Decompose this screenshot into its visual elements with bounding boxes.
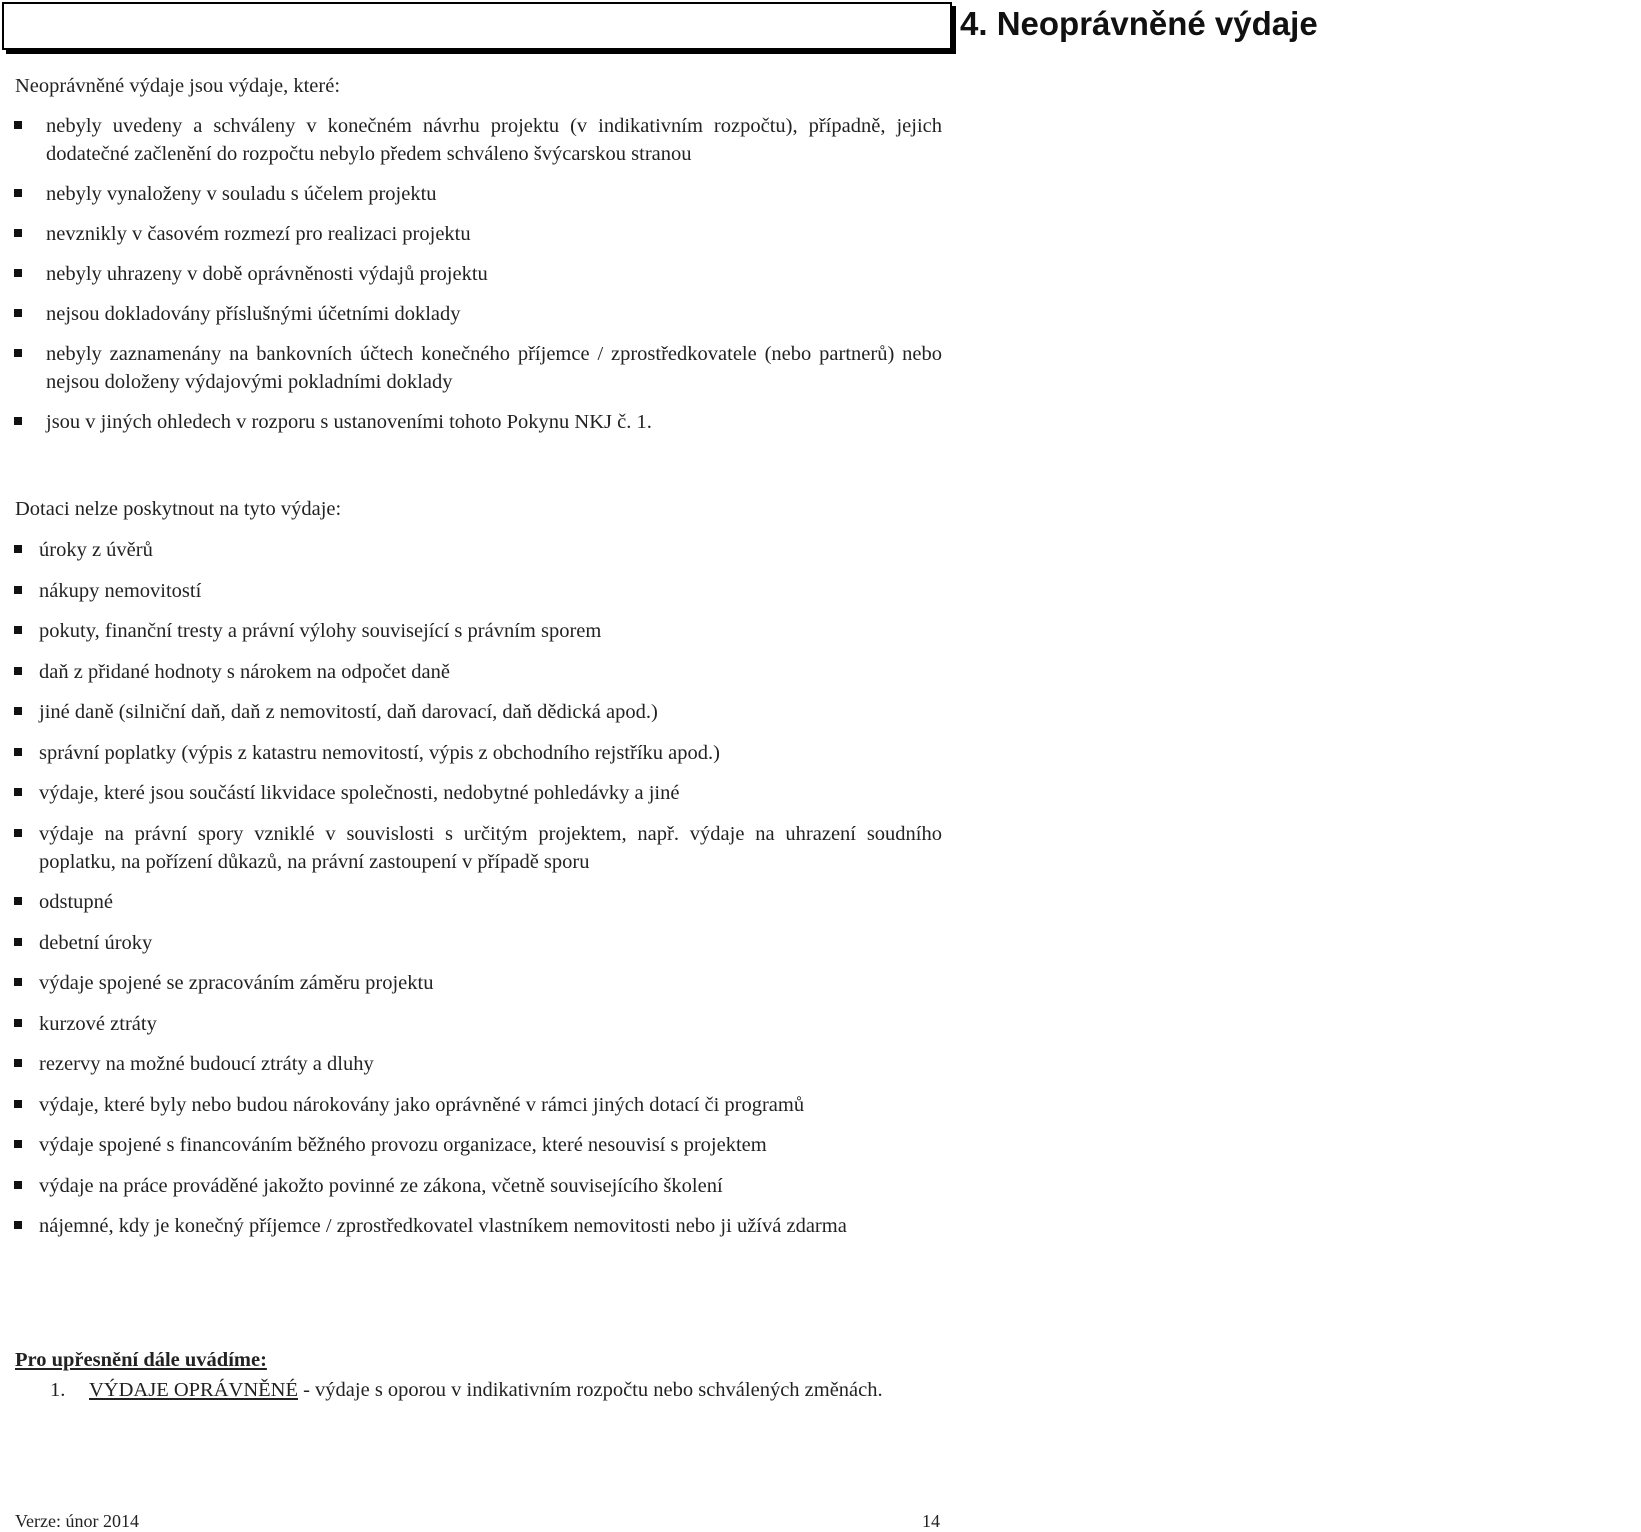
intro-text: Neoprávněné výdaje jsou výdaje, které: [15,75,341,97]
section-title-box [2,2,952,50]
footer-version: Verze: únor 2014 [15,1511,139,1531]
list-item: jsou v jiných ohledech v rozporu s ustanoveními tohoto Pokynu NKJ č. 1. [46,408,942,436]
list-item: výdaje, které jsou součástí likvidace společnosti, nedobytné pohledávky a jiné [39,779,942,807]
list-item: pokuty, finanční tresty a právní výlohy související s právním sporem [39,617,942,645]
ineligible-criteria-list [46,112,942,448]
list-item: daň z přidané hodnoty s nárokem na odpočet daně [39,658,942,686]
list-item: nevznikly v časovém rozmezí pro realizaci projektu [46,220,942,248]
list-item: nebyly zaznamenány na bankovních účtech konečného příjemce / zprostředkovatele (nebo partnerů) nebo nejsou doloženy výdajovými pokladními doklady [46,340,942,396]
list-item: debetní úroky [39,929,942,957]
item-number: 1. [50,1379,66,1401]
list-item: nebyly uvedeny a schváleny v konečném návrhu projektu (v indikativním rozpočtu), případně, jejich dodatečné začlenění do rozpočtu nebylo předem schváleno švýcarskou stranou [46,112,942,168]
list-item: nájemné, kdy je konečný příjemce / zprostředkovatel vlastníkem nemovitosti nebo ji užívá zdarma [39,1212,942,1240]
list-item: nejsou dokladovány příslušnými účetními doklady [46,300,942,328]
list-item: rezervy na možné budoucí ztráty a dluhy [39,1050,942,1078]
list-item: výdaje spojené s financováním běžného provozu organizace, které nesouvisí s projektem [39,1131,942,1159]
section-title: 4. Neoprávněné výdaje [960,5,1318,42]
item-text [89,1376,942,1404]
list-item: jiné daně (silniční daň, daň z nemovitostí, daň darovací, daň dědická apod.) [39,698,942,726]
page-number: 14 [922,1511,940,1531]
list-item: výdaje, které byly nebo budou nárokovány jako oprávněné v rámci jiných dotací či programů [39,1091,942,1119]
list-item: výdaje spojené se zpracováním záměru projektu [39,969,942,997]
list-item: výdaje na právní spory vzniklé v souvislosti s určitým projektem, např. výdaje na uhrazení soudního poplatku, na pořízení důkazů, na právní zastoupení v případě sporu [39,820,942,876]
numbered-item [50,1376,942,1404]
list-item: správní poplatky (výpis z katastru nemovitostí, výpis z obchodního rejstříku apod.) [39,739,942,767]
item-term: VÝDAJE OPRÁVNĚNÉ [89,1379,298,1401]
non-fundable-expenses-list [39,536,942,1253]
clarification-heading: Pro upřesnění dále uvádíme: [15,1349,267,1371]
list-item: nákupy nemovitostí [39,577,942,605]
intro-text-2: Dotaci nelze poskytnout na tyto výdaje: [15,498,342,520]
item-description: - výdaje s oporou v indikativním rozpočtu nebo schválených změnách. [297,1379,883,1401]
list-item: kurzové ztráty [39,1010,942,1038]
list-item: úroky z úvěrů [39,536,942,564]
list-item: odstupné [39,888,942,916]
list-item: výdaje na práce prováděné jakožto povinné ze zákona, včetně souvisejícího školení [39,1172,942,1200]
list-item: nebyly uhrazeny v době oprávněnosti výdajů projektu [46,260,942,288]
list-item: nebyly vynaloženy v souladu s účelem projektu [46,180,942,208]
